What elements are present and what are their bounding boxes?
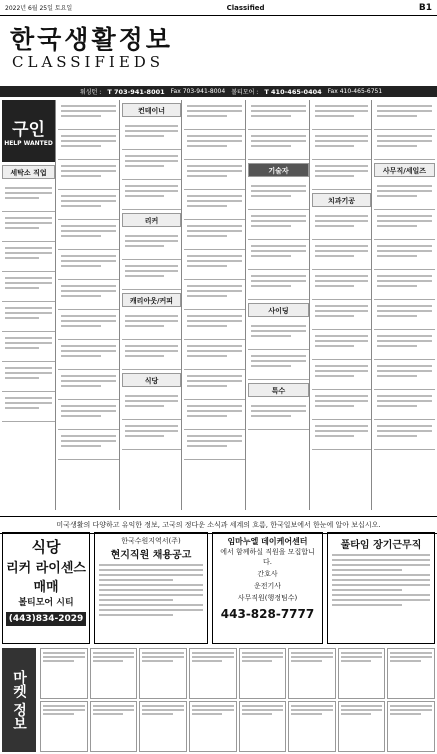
listing [2, 212, 55, 242]
listing [248, 130, 309, 160]
listing [374, 390, 435, 420]
ad-phone: (443)834-2029 [6, 612, 86, 626]
listing [312, 360, 371, 390]
listing [58, 400, 119, 430]
listing [184, 430, 245, 460]
listing [122, 420, 181, 450]
listing [2, 392, 55, 422]
column-2 [58, 100, 120, 510]
listing [58, 100, 119, 130]
list-item [40, 701, 88, 752]
column-7 [374, 100, 435, 510]
listing [184, 220, 245, 250]
listing [248, 270, 309, 300]
listing [58, 340, 119, 370]
classifieds-grid [2, 100, 435, 510]
listing [122, 390, 181, 420]
issue-date: 2022년 6월 25일 토요일 [5, 5, 73, 12]
column-4 [184, 100, 246, 510]
listing [374, 240, 435, 270]
md-label: 볼티모어 : [231, 89, 259, 96]
listing [184, 190, 245, 220]
section-tag: 기술자 [248, 163, 309, 177]
column-5 [248, 100, 310, 510]
listing [122, 310, 181, 340]
listing [248, 400, 309, 430]
list-item [239, 648, 287, 699]
section-tag: 식당 [122, 373, 181, 387]
section-name: Classified [226, 3, 265, 12]
help-wanted-banner: 구인 HELP WANTED [2, 100, 55, 162]
section-tag: 치과기공 [312, 193, 371, 207]
listing [184, 160, 245, 190]
listing [312, 390, 371, 420]
listing [58, 280, 119, 310]
promo-line: 미국생활의 다양하고 유익한 정보, 고국의 정다운 소식과 세계의 흐름, 한국일보에서 한눈에 알아 보십시오. [0, 516, 437, 534]
listing [184, 280, 245, 310]
fulltime-ad: 풀타임 장기근무직 [327, 532, 435, 644]
listing [248, 350, 309, 380]
restaurant-ad: 식당 리커 라이센스 매매 볼티모어 시티 (443)834-2029 [2, 532, 90, 644]
listing [58, 370, 119, 400]
listing [184, 400, 245, 430]
listing [248, 210, 309, 240]
listing [184, 130, 245, 160]
listing [122, 340, 181, 370]
listing [312, 330, 371, 360]
contact-bar [0, 86, 437, 97]
masthead-title-korean: 한국생활정보 [10, 25, 173, 54]
dc-tel: T 703-941-8001 [107, 87, 165, 96]
listing [2, 362, 55, 392]
listing [374, 330, 435, 360]
listing [374, 420, 435, 450]
listing [184, 340, 245, 370]
listing [2, 242, 55, 272]
listing [312, 420, 371, 450]
list-item [90, 701, 138, 752]
listing [312, 300, 371, 330]
listing [184, 100, 245, 130]
listing [122, 260, 181, 290]
listing [2, 182, 55, 212]
section-tag: 세탁소 직업 [2, 165, 55, 179]
section-tag: 사이딩 [248, 303, 309, 317]
section-tag: 컨테이너 [122, 103, 181, 117]
listing [184, 250, 245, 280]
dc-label: 워싱턴 : [80, 89, 102, 96]
listing [374, 100, 435, 130]
listing [312, 100, 371, 130]
list-item [288, 648, 336, 699]
listing [58, 190, 119, 220]
column-3 [122, 100, 182, 510]
market-label: 마켓 정보 [2, 648, 36, 752]
market-listings [40, 648, 435, 752]
masthead [0, 20, 437, 72]
listing [122, 230, 181, 260]
listing [312, 210, 371, 240]
market-info [2, 648, 435, 752]
ad-phone: 443-828-7777 [220, 607, 315, 621]
list-item [387, 648, 435, 699]
list-item [40, 648, 88, 699]
listing [248, 180, 309, 210]
listing [374, 180, 435, 210]
listing [58, 250, 119, 280]
list-item [139, 701, 187, 752]
listing [248, 240, 309, 270]
listing [184, 310, 245, 340]
list-item [239, 701, 287, 752]
md-tel: T 410-465-0404 [264, 87, 322, 96]
listing [122, 120, 181, 150]
masthead-title-english: CLASSIFIEDS [12, 53, 165, 71]
list-item [387, 701, 435, 752]
daycare-ad: 임마누엘 데이케어센터 에서 함께하실 직원을 모집합니다. 간호사 운전기사 사무직원(행정팀수) 443-828-7777 [212, 532, 323, 644]
list-item [90, 648, 138, 699]
column-1 [2, 100, 56, 510]
list-item [189, 701, 237, 752]
listing [122, 150, 181, 180]
listing [2, 302, 55, 332]
list-item [139, 648, 187, 699]
listing [312, 270, 371, 300]
list-item [338, 648, 386, 699]
listing [374, 210, 435, 240]
listing [312, 240, 371, 270]
listing [374, 270, 435, 300]
hiring-ad: 한국수원지역서(주) 현지직원 채용공고 [94, 532, 208, 644]
listing [122, 180, 181, 210]
listing [58, 310, 119, 340]
display-ads [2, 532, 435, 644]
column-6 [312, 100, 372, 510]
listing [248, 100, 309, 130]
listing [58, 160, 119, 190]
section-tag: 사무직/세일즈 [374, 163, 435, 177]
listing [184, 370, 245, 400]
listing [312, 160, 371, 190]
listing [374, 360, 435, 390]
listing [58, 220, 119, 250]
section-tag: 캐리아웃/커피 [122, 293, 181, 307]
listing [312, 130, 371, 160]
section-tag: 리커 [122, 213, 181, 227]
listing [58, 430, 119, 460]
page-number: B1 [418, 2, 432, 13]
listing [248, 320, 309, 350]
listing [2, 332, 55, 362]
listing [374, 130, 435, 160]
dc-fax: Fax 703-941-8004 [170, 88, 226, 95]
list-item [338, 701, 386, 752]
md-fax: Fax 410-465-6751 [327, 88, 383, 95]
list-item [189, 648, 237, 699]
page-header [0, 0, 437, 16]
listing [374, 300, 435, 330]
list-item [288, 701, 336, 752]
section-tag: 특수 [248, 383, 309, 397]
listing [58, 130, 119, 160]
listing [2, 272, 55, 302]
